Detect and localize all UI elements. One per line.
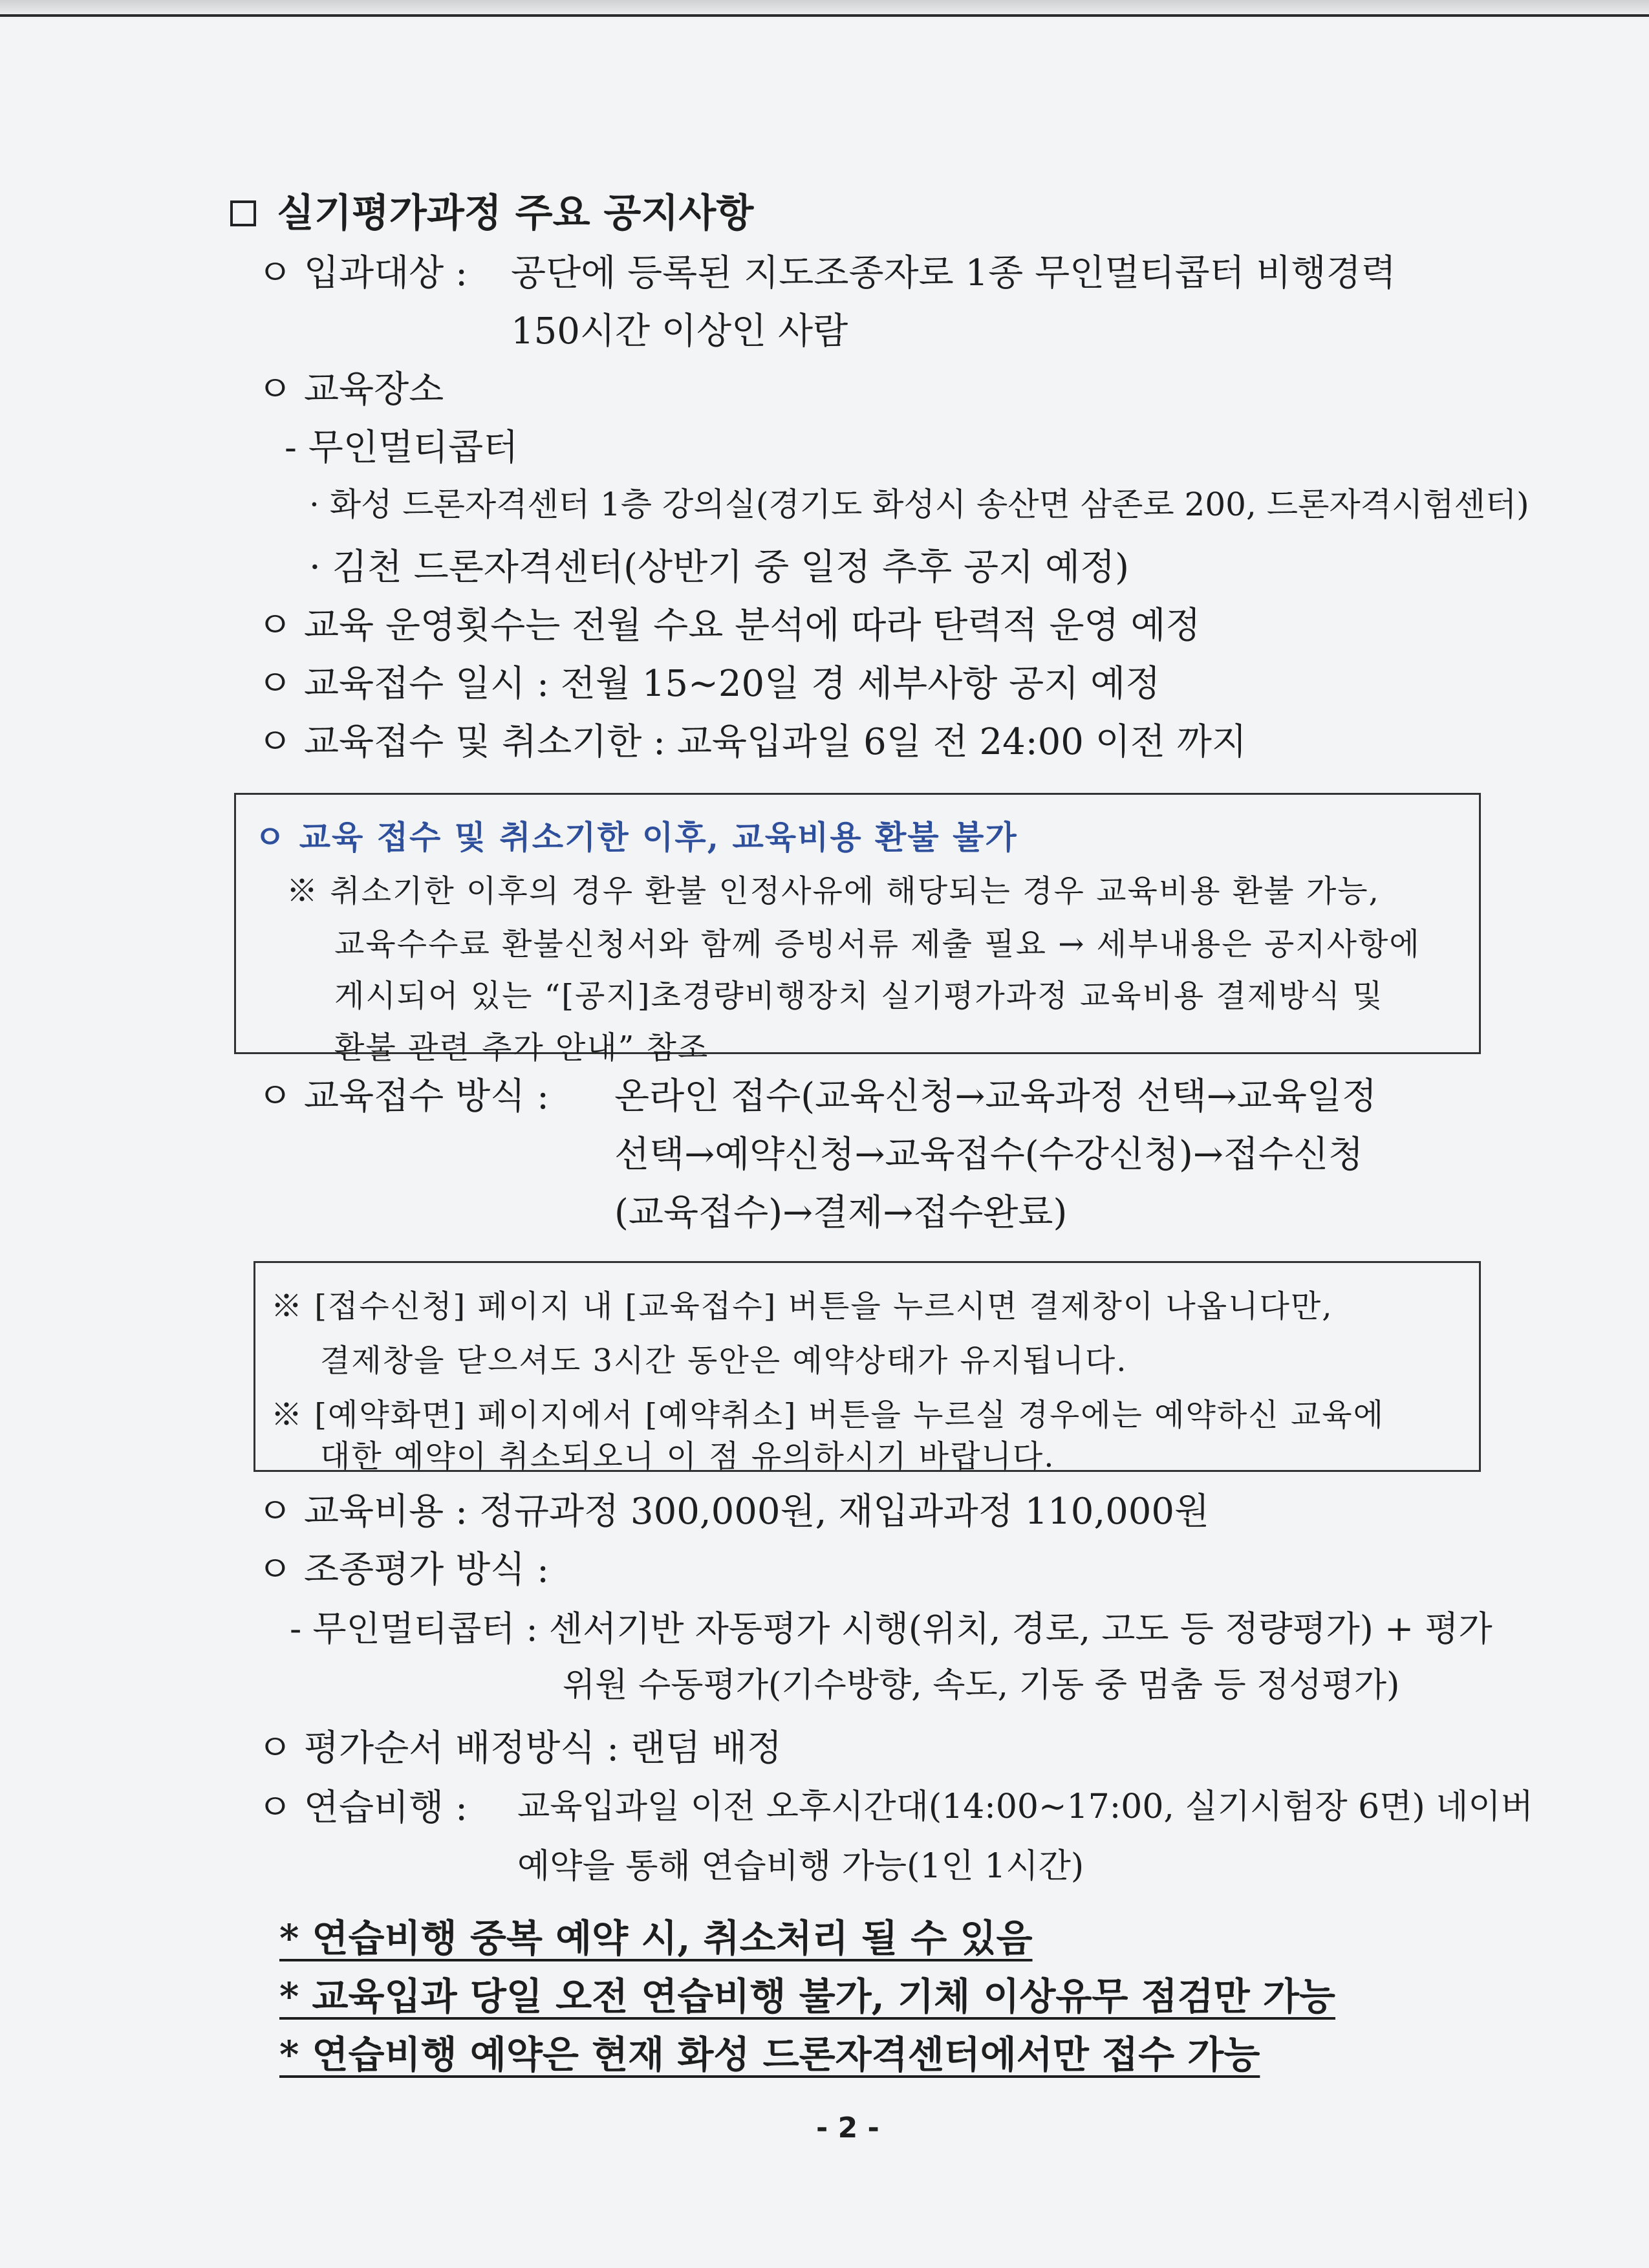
note-1: * 연습비행 중복 예약 시, 취소처리 될 수 있음 [279, 1916, 1033, 1960]
practice-label: ㅇ 연습비행 : [257, 1787, 468, 1829]
note-2: * 교육입과 당일 오전 연습비행 불가, 기체 이상유무 점검만 가능 [279, 1974, 1335, 2018]
refund-notice-line2: 교육수수료 환불신청서와 함께 증빙서류 제출 필요 → 세부내용은 공지사항에 [334, 926, 1421, 962]
eval-line1: - 무인멀티콥터 : 센서기반 자동평가 시행(위치, 경로, 고도 등 정량평가) + 평가 [290, 1608, 1493, 1649]
place-label: ㅇ 교육장소 [257, 369, 444, 411]
target-line1: 공단에 등록된 지도조종자로 1종 무인멀티콥터 비행경력 [511, 252, 1396, 294]
method-line3: (교육접수)→결제→접수완료) [614, 1192, 1068, 1234]
count-item: ㅇ 교육 운영횟수는 전월 수요 분석에 따라 탄력적 운영 예정 [257, 605, 1201, 647]
scan-top-line [0, 14, 1649, 17]
reservation-notice-line3: ※ [예약화면] 페이지에서 [예약취소] 버튼을 누르실 경우에는 예약하신 교육에 [271, 1397, 1385, 1433]
reservation-notice-line4: 대한 예약이 취소되오니 이 점 유의하시기 바랍니다. [320, 1438, 1055, 1474]
section-heading: 실기평가과정 주요 공지사항 [277, 191, 754, 236]
target-line2: 150시간 이상인 사람 [511, 310, 848, 352]
reg-date-item: ㅇ 교육접수 일시 : 전월 15~20일 경 세부사항 공지 예정 [257, 663, 1161, 705]
place-sub: - 무인멀티콥터 [285, 427, 519, 469]
place-item-1: · 화성 드론자격센터 1층 강의실(경기도 화성시 송산면 삼존로 200, 드론자격시험센터) [309, 486, 1529, 523]
refund-notice-title: ㅇ 교육 접수 및 취소기한 이후, 교육비용 환불 불가 [254, 818, 1018, 856]
order-item: ㅇ 평가순서 배정방식 : 랜덤 배정 [257, 1727, 782, 1769]
practice-line2: 예약을 통해 연습비행 가능(1인 1시간) [517, 1847, 1084, 1886]
deadline-item: ㅇ 교육접수 및 취소기한 : 교육입과일 6일 전 24:00 이전 까지 [257, 721, 1247, 763]
method-label: ㅇ 교육접수 방식 : [257, 1075, 549, 1118]
refund-notice-line3: 게시되어 있는 “[공지]초경량비행장치 실기평가과정 교육비용 결제방식 및 [334, 978, 1384, 1014]
method-line1: 온라인 접수(교육신청→교육과정 선택→교육일정 [614, 1075, 1377, 1118]
practice-line1: 교육입과일 이전 오후시간대(14:00~17:00, 실기시험장 6면) 네이버 [517, 1787, 1533, 1826]
checkbox-square-icon [230, 200, 256, 226]
reservation-notice-box [253, 1261, 1481, 1472]
place-item-2: · 김천 드론자격센터(상반기 중 일정 추후 공지 예정) [309, 546, 1130, 589]
note-3: * 연습비행 예약은 현재 화성 드론자격센터에서만 접수 가능 [279, 2033, 1260, 2077]
eval-label: ㅇ 조종평가 방식 : [257, 1549, 549, 1591]
page-number: - 2 - [816, 2111, 879, 2144]
refund-notice-box [234, 793, 1481, 1066]
refund-notice-line4: 환불 관련 추가 안내” 참조 [334, 1030, 709, 1066]
refund-notice-line1: ※ 취소기한 이후의 경우 환불 인정사유에 해당되는 경우 교육비용 환불 가능, [286, 873, 1380, 909]
method-line2: 선택→예약신청→교육접수(수강신청)→접수신청 [614, 1134, 1364, 1176]
reservation-notice-line1: ※ [접수신청] 페이지 내 [교육접수] 버튼을 누르시면 결제창이 나옵니다만, [271, 1288, 1333, 1324]
eval-line2: 위원 수동평가(기수방향, 속도, 기동 중 멈춤 등 정성평가) [563, 1666, 1400, 1705]
reservation-notice-line2: 결제창을 닫으셔도 3시간 동안은 예약상태가 유지됩니다. [320, 1343, 1128, 1379]
target-label: ㅇ 입과대상 : [257, 252, 468, 294]
fee-item: ㅇ 교육비용 : 정규과정 300,000원, 재입과과정 110,000원 [257, 1491, 1210, 1533]
